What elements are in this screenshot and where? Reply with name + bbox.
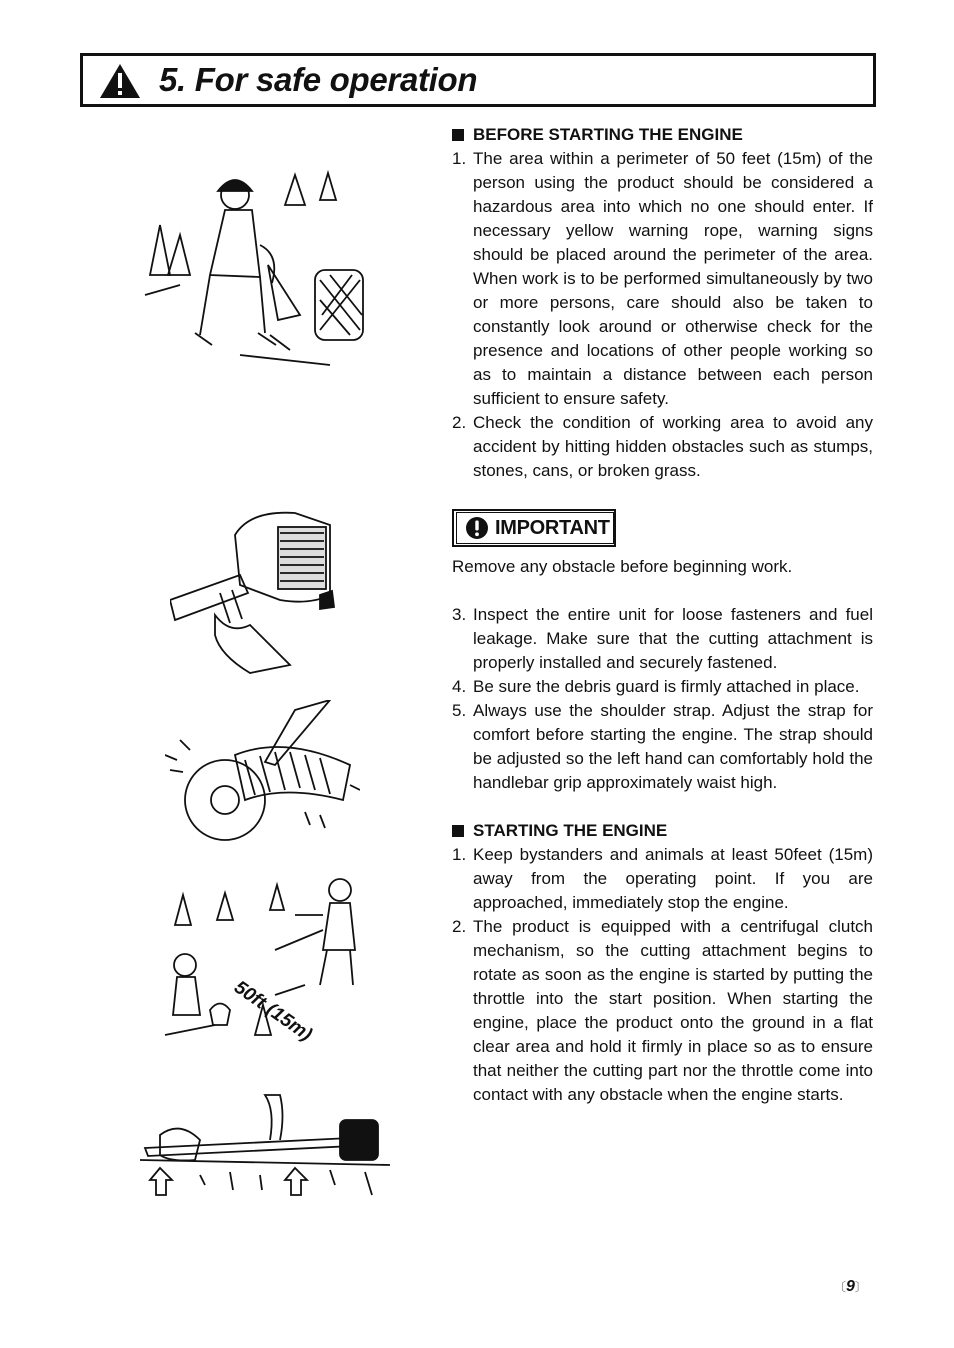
section-title-box <box>80 53 876 107</box>
instruction-list <box>452 147 873 483</box>
list-item: 2. The product is equipped with a centrifugal clutch mechanism, so the cutting attachment begins to rotate as soon as the engine is started by putting the throttle into the start position. When starting the engine, place the product onto the ground in a flat clear area and hold it firmly in place so as to ensure that neither the cutting part nor the throttle come into contact with any obstacle when the engine starts. <box>452 917 873 1104</box>
section-heading: BEFORE STARTING THE ENGINE <box>452 123 873 147</box>
important-callout <box>452 509 616 547</box>
square-bullet-icon <box>452 129 464 141</box>
warning-triangle-icon <box>99 63 141 99</box>
distance-illustration <box>155 875 385 1050</box>
square-bullet-icon <box>452 825 464 837</box>
section-heading: STARTING THE ENGINE <box>452 819 873 843</box>
ground-start-illustration <box>140 1090 390 1200</box>
page-number: 〔9〕 <box>834 1278 867 1295</box>
page-title: 5. For safe operation <box>159 61 478 98</box>
list-item: 2. Check the condition of working area to avoid any accident by hitting hidden obstacles such as stumps, stones, cans, or broken grass. <box>452 413 873 480</box>
list-item: 5. Always use the shoulder strap. Adjust the strap for comfort before starting the engine. The strap should be adjusted so the left hand can comfortably hold the handlebar grip approximately waist high. <box>452 701 873 792</box>
illustrations-column <box>130 160 400 1220</box>
list-item: 1. The area within a perimeter of 50 feet (15m) of the person using the product should be considered a hazardous area into which no one should enter. If necessary yellow warning rope, warning signs should be placed around the perimeter of the area. When work is to be performed simultaneously by two or more persons, care should also be taken to constantly look around or otherwise check for the presence and locations of other people working so as to maintain a distance between each person sufficient to ensure safety. <box>452 149 873 408</box>
important-note: Remove any obstacle before beginning work. <box>452 557 793 576</box>
list-item: 1. Keep bystanders and animals at least 50feet (15m) away from the operating point. If you are approached, immediately stop the engine. <box>452 845 873 912</box>
distance-label: 50ft (15m) <box>230 976 316 1046</box>
list-item: 3. Inspect the entire unit for loose fasteners and fuel leakage. Make sure that the cutting attachment is properly installed and securely fastened. <box>452 605 873 672</box>
engine-grip-illustration <box>170 505 365 675</box>
instructions-column <box>452 123 873 1107</box>
list-item: 4. Be sure the debris guard is firmly attached in place. <box>452 677 860 696</box>
important-label: IMPORTANT <box>495 517 610 539</box>
exclamation-icon <box>465 516 489 540</box>
instruction-list <box>452 603 873 795</box>
blade-guard-illustration <box>165 700 360 845</box>
operator-with-cones-illustration <box>140 165 370 370</box>
instruction-list <box>452 843 873 1107</box>
